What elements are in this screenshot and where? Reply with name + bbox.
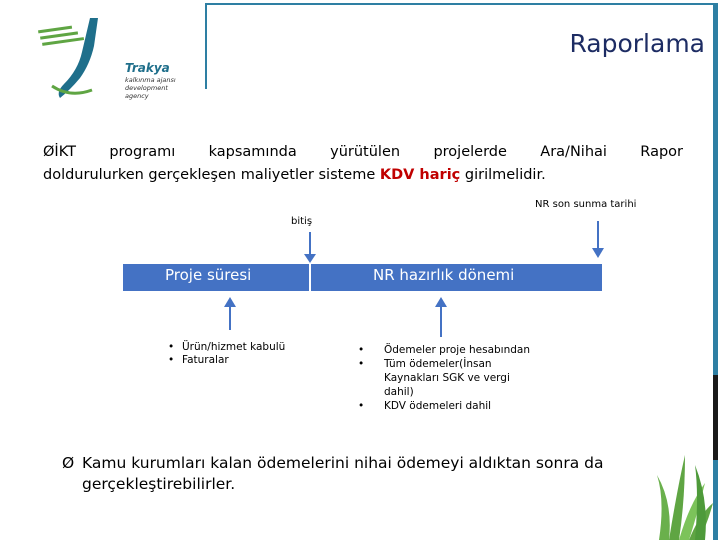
list-item	[168, 354, 285, 367]
page-title: Raporlama	[569, 29, 705, 58]
logo-name: Trakya	[125, 61, 170, 75]
intro-marker: Ø	[43, 144, 55, 160]
right-up-arrow-icon	[435, 297, 447, 337]
logo-subtitle-tr: kalkınma ajansı	[125, 76, 176, 84]
note-marker: Ø	[62, 454, 75, 472]
bullet: •	[168, 354, 175, 366]
list-item-text: Tüm ödemeler(İnsan Kaynakları SGK ve vergi dahil)	[384, 358, 510, 398]
list-item-text: Ödemeler proje hesabından	[384, 344, 531, 356]
deadline-label: NR son sunma tarihi	[535, 199, 637, 210]
list-item	[358, 343, 533, 357]
deliverables-list	[168, 341, 285, 367]
end-label: bitiş	[291, 216, 313, 227]
segment-project-duration: Proje süresi	[165, 266, 252, 284]
grass-decoration-icon	[655, 445, 713, 540]
list-item-text: Faturalar	[182, 354, 229, 366]
intro-text-2a: doldurulurken gerçekleşen maliyetler sisteme	[43, 167, 380, 183]
deadline-arrow-icon	[592, 221, 604, 258]
bullet: •	[358, 344, 365, 356]
intro-highlight: KDV hariç	[379, 167, 461, 183]
list-item	[358, 357, 533, 399]
list-item-text: KDV ödemeleri dahil	[384, 400, 492, 412]
segment-report-preparation: NR hazırlık dönemi	[373, 266, 515, 284]
bullet: •	[358, 400, 365, 412]
logo-subtitle-en: development agency	[125, 84, 168, 100]
list-item	[358, 399, 533, 413]
payments-list	[358, 343, 533, 413]
left-up-arrow-icon	[224, 297, 236, 330]
list-item-text: Ürün/hizmet kabulü	[182, 341, 286, 353]
list-item	[168, 341, 285, 354]
end-arrow-icon	[304, 232, 316, 263]
note-paragraph	[62, 453, 662, 495]
intro-text-1: İKT programı kapsamında yürütülen projelerde Ara/Nihai Rapor	[54, 144, 683, 160]
note-text: Kamu kurumları kalan ödemelerini nihai ödemeyi aldıktan sonra da gerçekleştirebilirler.	[82, 454, 604, 493]
bullet: •	[168, 341, 175, 353]
bullet: •	[358, 358, 365, 370]
intro-text-2b: girilmelidir.	[460, 167, 546, 183]
